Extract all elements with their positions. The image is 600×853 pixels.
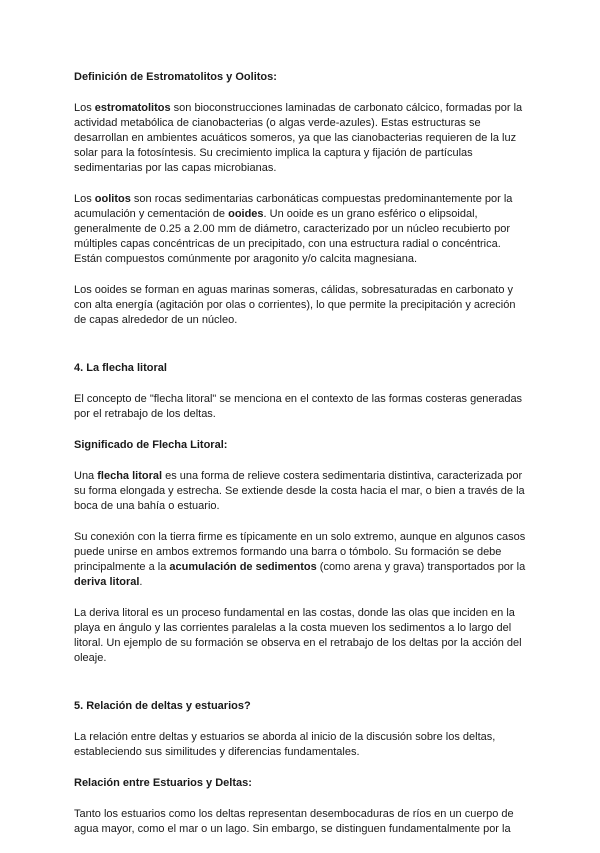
heading-relacion-estuarios-deltas: Relación entre Estuarios y Deltas:: [74, 777, 252, 789]
paragraph-conexion-tierra: Su conexión con la tierra firme es típicamente en un solo extremo, aunque en algunos casos puede unirse en ambos extremos formando una barra o tómbolo. Su formación se debe principalmente a la acumulación de sedimentos (como arena y grava) transportados por la deriva litoral.: [74, 531, 526, 588]
paragraph-desembocaduras: Tanto los estuarios como los deltas representan desembocaduras de ríos en un cuerpo de agua mayor, como el mar o un lago. Sin embargo, se distinguen fundamentalmente por la: [74, 808, 514, 835]
document-page: [74, 70, 526, 853]
term-ooides: ooides: [228, 208, 264, 220]
term-estromatolitos: estromatolitos: [94, 102, 171, 114]
section-title-flecha-litoral: 4. La flecha litoral: [74, 362, 167, 374]
term-deriva-litoral: deriva litoral: [74, 576, 140, 588]
paragraph-concepto-flecha: El concepto de "flecha litoral" se menciona en el contexto de las formas costeras generadas por el retrabajo de los deltas.: [74, 393, 523, 420]
term-flecha-litoral: flecha litoral: [97, 470, 163, 482]
paragraph-estromatolitos: Los estromatolitos son bioconstrucciones laminadas de carbonato cálcico, formadas por la actividad metabólica de cianobacterias (o algas verde-azules). Estas estructuras se desarrollan en ambientes acuáticos someros, ya que las cianobacterias requieren de la luz solar para la fotosíntesis. Su crecimiento implica la captura y fijación de partículas sedimentarias por las capas microbianas.: [74, 102, 523, 174]
heading-significado-flecha: Significado de Flecha Litoral:: [74, 439, 228, 451]
heading-estromatolitos-oolitos: Definición de Estromatolitos y Oolitos:: [74, 71, 277, 83]
term-oolitos: oolitos: [94, 193, 131, 205]
section-title-deltas-estuarios: 5. Relación de deltas y estuarios?: [74, 700, 251, 712]
paragraph-deriva-litoral: La deriva litoral es un proceso fundamental en las costas, donde las olas que inciden en la playa en ángulo y las corrientes paralelas a la costa mueven los sedimentos a lo largo del litoral. Un ejemplo de su formación se observa en el retrabajo de los deltas por la acción del oleaje.: [74, 607, 522, 664]
paragraph-relacion-intro: La relación entre deltas y estuarios se aborda al inicio de la discusión sobre los deltas, estableciendo sus similitudes y diferencias fundamentales.: [74, 731, 496, 758]
paragraph-formacion-ooides: Los ooides se forman en aguas marinas someras, cálidas, sobresaturadas en carbonato y con alta energía (agitación por olas o corrientes), lo que permite la precipitación y acreción de capas alrededor de un núcleo.: [74, 284, 516, 326]
term-acumulacion-sedimentos: acumulación de sedimentos: [169, 561, 317, 573]
paragraph-oolitos: Los oolitos son rocas sedimentarias carbonáticas compuestas predominantemente por la acumulación y cementación de ooides. Un ooide es un grano esférico o elipsoidal, generalmente de 0.25 a 2.00 mm de diámetro, caracterizado por un núcleo recubierto por múltiples capas concéntricas de un precipitado, con una estructura radial o concéntrica. Están compuestos comúnmente por aragonito y/o calcita magnesiana.: [74, 193, 513, 265]
paragraph-definicion-flecha: Una flecha litoral es una forma de relieve costera sedimentaria distintiva, caracterizada por su forma elongada y estrecha. Se extiende desde la costa hacia el mar, o bien a través de la boca de una bahía o estuario.: [74, 470, 525, 512]
